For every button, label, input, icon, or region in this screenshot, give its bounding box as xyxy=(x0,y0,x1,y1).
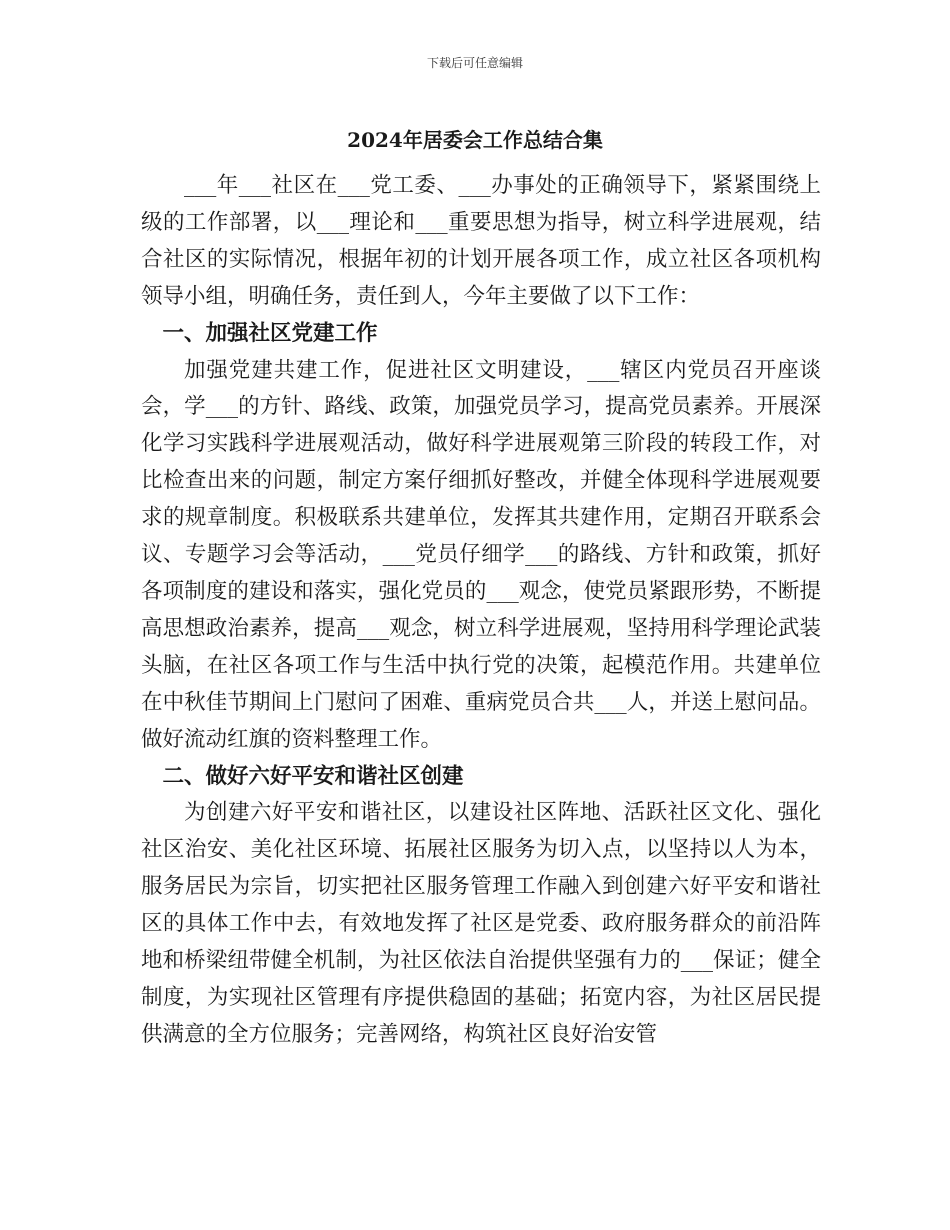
section-paragraph-harmonious-community: 为创建六好平安和谐社区，以建设社区阵地、活跃社区文化、强化社区治安、美化社区环境、拓展社区服务为切入点，以坚持以人为本，服务居民为宗旨，切实把社区服务管理工作融入到创建六好平安和谐社区的具体工作中去，有效地发挥了社区是党委、政府服务群众的前沿阵地和桥梁纽带健全机制，为社区依法自治提供坚强有力的___保证；健全制度，为实现社区管理有序提供稳固的基础；拓宽内容，为社区居民提供满意的全方位服务；完善网络，构筑社区良好治安管 xyxy=(141,800,821,1047)
section-paragraph-party-building: 加强党建共建工作，促进社区文明建设，___辖区内党员召开座谈会，学___的方针、路线、政策，加强党员学习，提高党员素养。开展深化学习实践科学进展观活动，做好科学进展观第三阶段的转段工作，对比检查出来的问题，制定方案仔细抓好整改，并健全体现科学进展观要求的规章制度。积极联系共建单位，发挥其共建作用，定期召开联系会议、专题学习会等活动，___党员仔细学___的路线、方针和政策，抓好各项制度的建设和落实，强化党员的___观念，使党员紧跟形势，不断提高思想政治素养，提高___观念，树立科学进展观，坚持用科学理论武装头脑，在社区各项工作与生活中执行党的决策，起模范作用。共建单位在中秋佳节期间上门慰问了困难、重病党员合共___人，并送上慰问品。做好流动红旗的资料整理工作。 xyxy=(141,357,821,752)
intro-paragraph: ___年___社区在___党工委、___办事处的正确领导下，紧紧围绕上级的工作部署，以___理论和___重要思想为指导，树立科学进展观，结合社区的实际情况，根据年初的计划开展各项工作，成立社区各项机构领导小组，明确任务，责任到人，今年主要做了以下工作： xyxy=(141,173,821,309)
document-body xyxy=(141,168,821,1054)
section-heading-harmonious-community: 二、做好六好平安和谐社区创建 xyxy=(162,763,464,789)
document-title: 2024年居委会工作总结合集 xyxy=(347,128,603,152)
header-note: 下载后可任意编辑 xyxy=(426,56,523,70)
section-heading-party-building: 一、加强社区党建工作 xyxy=(162,320,378,346)
